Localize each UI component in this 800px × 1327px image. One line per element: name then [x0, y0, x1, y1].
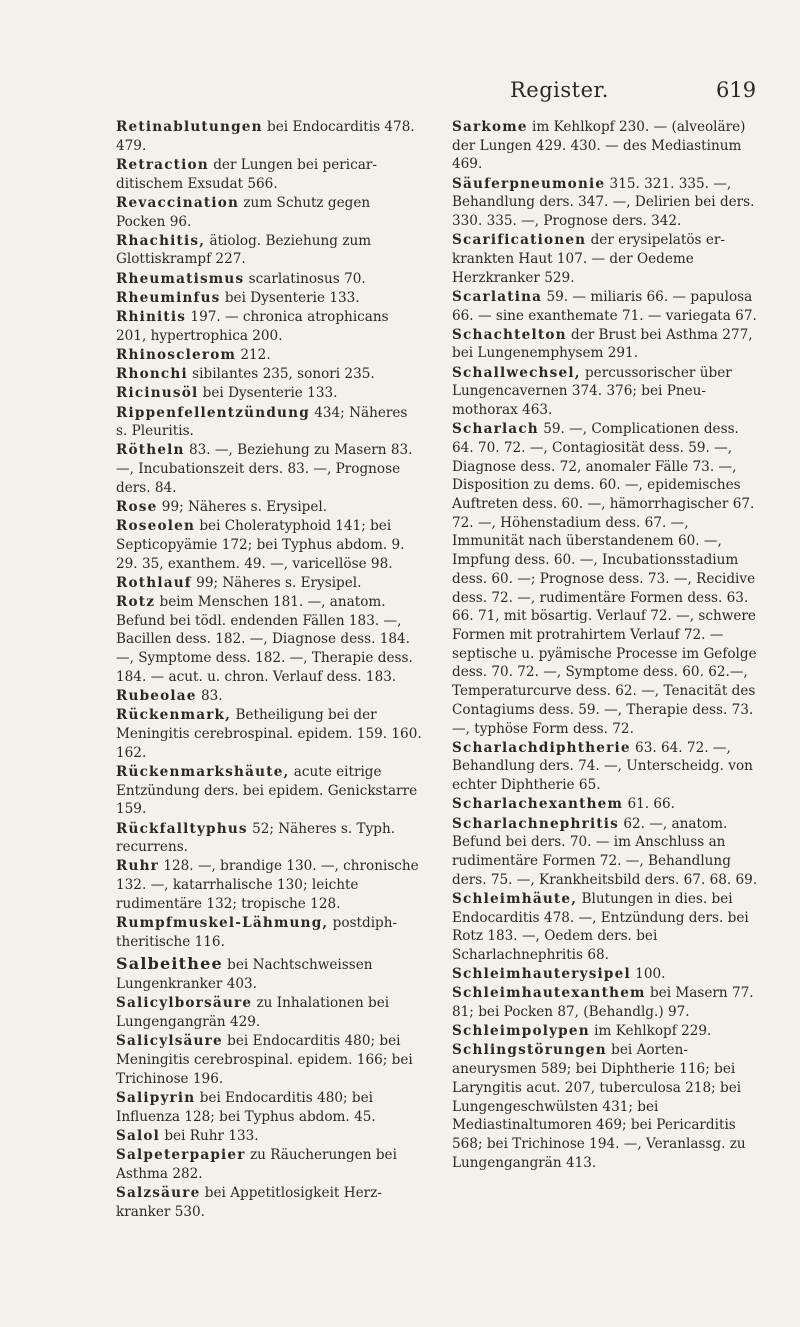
index-references: 100.	[630, 966, 666, 983]
index-entry	[452, 288, 758, 325]
index-term: Scharlachdiphtherie	[452, 739, 631, 756]
index-references: 99; Näheres s. Erysipel.	[157, 499, 328, 516]
index-references: der erysipelatös erkrankten Haut 107. — der Oedeme Herzkranker 529.	[452, 232, 725, 286]
index-term: Schallwechsel,	[452, 364, 581, 381]
index-references: ätiolog. Beziehung zum Glottiskrampf 227.	[116, 232, 372, 268]
index-entry	[452, 175, 758, 231]
index-entry	[116, 289, 422, 308]
index-entry	[116, 118, 422, 155]
index-entry	[116, 1127, 422, 1146]
index-term: Salpeterpapier	[116, 1146, 246, 1163]
index-entry	[116, 156, 422, 193]
index-term: Schleimpolypen	[452, 1023, 590, 1040]
index-term: Salbeithee	[116, 954, 223, 974]
index-entry	[116, 517, 422, 573]
index-references: 99; Näheres s. Erysipel.	[191, 574, 362, 591]
index-entry	[116, 687, 422, 706]
index-term: Salol	[116, 1127, 161, 1144]
index-term: Revaccination	[116, 194, 240, 211]
index-entry	[116, 955, 422, 993]
index-term: Rhonchi	[116, 366, 188, 383]
index-references: bei Appetitlosigkeit Herzkranker 530.	[116, 1184, 382, 1220]
index-entry	[116, 441, 422, 497]
index-term: Retraction	[116, 156, 209, 173]
index-term: Salicylborsäure	[116, 995, 253, 1012]
index-term: Schlingstörungen	[452, 1042, 607, 1059]
index-term: Salipyrin	[116, 1089, 196, 1106]
index-references: im Kehlkopf 230. — (alveoläre) der Lungen 429. 430. — des Mediastinum 469.	[452, 119, 746, 173]
index-references: bei Nachtschweissen Lungenkranker 403.	[116, 957, 373, 993]
index-references: 128. —, brandige 130. —, chronische 132. —, katarrhalische 130; leichte rudimentäre 132; tropische 128.	[116, 858, 419, 912]
index-entry	[116, 1146, 422, 1183]
index-term: Scharlachnephritis	[452, 815, 620, 832]
index-entry	[116, 574, 422, 593]
index-references: bei Endocarditis 480; bei Meningitis cerebrospinal. epidem. 166; bei Trichinose 196.	[116, 1033, 413, 1087]
index-references: der Brust bei Asthma 277, bei Lungenemphysem 291.	[452, 326, 753, 362]
index-term: Rückfalltyphus	[116, 820, 248, 837]
index-entry	[452, 1022, 758, 1041]
index-entry	[452, 795, 758, 814]
index-term: Schachtelton	[452, 326, 567, 343]
running-head	[0, 78, 800, 108]
index-references: bei Endocarditis 478. 479.	[116, 119, 415, 154]
index-term: Säuferpneumonie	[452, 175, 606, 192]
index-entry	[116, 1184, 422, 1221]
index-entry	[116, 308, 422, 345]
index-term: Rückenmarkshäute,	[116, 763, 290, 780]
index-references: bei Dysenterie 133.	[220, 289, 360, 306]
index-references: 59. — miliaris 66. — papulosa 66. — sine exanthemate 71. — variegata 67.	[452, 288, 757, 324]
index-term: Rhachitis,	[116, 232, 206, 249]
index-entry	[116, 914, 422, 951]
index-entry	[116, 346, 422, 365]
index-entry	[452, 118, 758, 174]
index-references: 59. —, Complicationen dess. 64. 70. 72. —, Contagiosität dess. 59. —, Diagnose dess. 72, anomaler Fälle 73. —, Disposition zu dems. 60. —, epidemisches Auftreten dess. 60. —, hämorrhagischer 67. 72. —, Höhenstadium dess. 67. —, Immunität nach überstandenem 60. —, Impfung dess. 60. —, Incubationsstadium dess. 60. —; Prognose dess. 73. —, Recidive dess. 72. —, rudimentäre Formen dess. 63. 66. 71, mit bösartig. Verlauf 72. —, schwere Formen mit protrahirtem Verlauf 72. — septische u. pyämische Processe im Gefolge dess. 70. 72. —, Symptome dess. 60. 62.—, Temperaturcurve dess. 62. —, Tenacität des Contagiums dess. 59. —, Therapie dess. 73. —, typhöse Form dess. 72.	[452, 421, 757, 737]
index-term: Rhinitis	[116, 309, 187, 326]
index-entry	[116, 384, 422, 403]
index-entry	[116, 194, 422, 231]
index-term: Rückenmark,	[116, 707, 232, 724]
index-references: 197. — chronica atrophicans 201, hypertrophica 200.	[116, 309, 389, 344]
index-term: Rheumatismus	[116, 270, 245, 287]
index-term: Rose	[116, 499, 158, 516]
index-references: percussorischer über Lungencavernen 374. 376; bei Pneumothorax 463.	[452, 364, 732, 419]
index-entry	[116, 857, 422, 913]
right-column	[452, 118, 758, 1222]
index-entry	[116, 270, 422, 289]
index-term: Retinablutungen	[116, 119, 263, 135]
index-references: 83. —, Beziehung zu Masern 83. —, Incubationszeit ders. 83. —, Prognose ders. 84.	[116, 442, 413, 496]
index-entry	[116, 232, 422, 269]
index-references: 315. 321. 335. —, Behandlung ders. 347. —, Delirien bei ders. 330. 335. —, Prognose ders. 342.	[452, 175, 755, 230]
index-term: Rheuminfus	[116, 289, 221, 306]
index-references: 63. 64. 72. —, Behandlung ders. 74. —, Unterscheidg. von echter Diphtherie 65.	[452, 739, 753, 794]
index-references: bei Choleratyphoid 141; bei Septicopyämie 172; bei Typhus abdom. 9. 29. 35, exanthem. 49. —, varicellöse 98.	[116, 518, 405, 572]
index-references: beim Menschen 181. —, anatom. Befund bei tödl. endenden Fällen 183. —, Bacillen dess. 182. —, Diagnose dess. 184. —, Symptome dess. 182. —, Therapie dess. 184. — acut. u. chron. Verlauf dess. 183.	[116, 594, 413, 685]
index-term: Scharlach	[452, 421, 539, 438]
index-references: 434; Näheres s. Pleuritis.	[116, 404, 408, 440]
index-term: Rubeolae	[116, 688, 197, 705]
index-entry	[116, 994, 422, 1031]
index-references: bei Masern 77. 81; bei Pocken 87, (Behandlg.) 97.	[452, 985, 754, 1021]
index-entry	[116, 820, 422, 857]
index-references: zu Inhalationen bei Lungengangrän 429.	[116, 995, 390, 1031]
index-references: Blutungen in dies. bei Endocarditis 478. —, Entzündung ders. bei Rotz 183. —, Oedem ders. bei Scharlachnephritis 68.	[452, 890, 749, 963]
index-entry	[452, 231, 758, 287]
index-entry	[116, 763, 422, 819]
index-references: 62. —, anatom. Befund bei ders. 70. — im Anschluss an rudimentäre Formen 72. —, Behandlung ders. 75. —, Krankheitsbild ders. 67. 68. 69.	[452, 815, 758, 888]
index-term: Ricinusöl	[116, 385, 199, 402]
index-term: Rippenfellentzündung	[116, 404, 310, 421]
index-references: 212.	[236, 346, 271, 363]
index-term: Rötheln	[116, 442, 185, 459]
index-entry	[116, 1032, 422, 1088]
index-term: Salicylsäure	[116, 1033, 223, 1050]
index-term: Schleimhäute,	[452, 890, 578, 907]
index-references: im Kehlkopf 229.	[589, 1023, 712, 1040]
index-entry	[452, 326, 758, 363]
index-references: acute eitrige Entzündung ders. bei epidem. Genickstarre 159.	[116, 763, 418, 818]
index-entry	[116, 498, 422, 517]
index-entry	[452, 890, 758, 965]
page-number: 619	[716, 78, 757, 102]
index-references: 61. 66.	[623, 796, 676, 813]
index-references: 52; Näheres s. Typh. recurrens.	[116, 820, 396, 856]
index-term: Rotz	[116, 594, 156, 611]
index-term: Rhinosclerom	[116, 346, 237, 363]
index-entry	[116, 593, 422, 687]
index-term: Sarkome	[452, 119, 528, 135]
index-references: scarlatinosus 70.	[244, 270, 366, 287]
left-column	[116, 118, 422, 1222]
index-entry	[116, 365, 422, 384]
index-entry	[452, 364, 758, 420]
index-entry	[116, 706, 422, 762]
running-title: Register.	[510, 78, 609, 102]
index-references: der Lungen bei pericarditischem Exsudat 566.	[116, 156, 377, 192]
index-references: zu Räucherungen bei Asthma 282.	[116, 1146, 397, 1182]
index-term: Schleimhauterysipel	[452, 966, 631, 983]
index-term: Rumpfmuskel-Lähmung,	[116, 915, 329, 932]
index-references: bei Ruhr 133.	[160, 1127, 259, 1144]
index-entry	[452, 965, 758, 984]
index-references: sibilantes 235, sonori 235.	[187, 366, 375, 383]
index-term: Scarificationen	[452, 232, 587, 249]
index-references: bei Aortenaneurysmen 589; bei Diphtherie 116; bei Laryngitis acut. 207, tuberculosa 218; bei Lungengeschwülsten 431; bei Mediastinaltumoren 469; bei Pericarditis 568; bei Trichinose 194. —, Veranlassg. zu Lungengangrän 413.	[452, 1042, 746, 1171]
index-columns	[116, 118, 758, 1222]
index-term: Ruhr	[116, 858, 160, 875]
index-entry	[116, 1089, 422, 1126]
index-term: Scharlachexanthem	[452, 796, 624, 813]
index-term: Schleimhautexanthem	[452, 985, 646, 1002]
index-references: zum Schutz gegen Pocken 96.	[116, 194, 371, 230]
index-entry	[116, 404, 422, 441]
index-term: Scarlatina	[452, 288, 543, 305]
index-references: bei Endocarditis 480; bei Influenza 128; bei Typhus abdom. 45.	[116, 1089, 376, 1125]
index-references: 83.	[196, 688, 223, 705]
index-entry	[452, 739, 758, 795]
index-entry	[452, 1041, 758, 1172]
index-references: bei Dysenterie 133.	[198, 385, 338, 402]
index-entry	[452, 815, 758, 890]
index-entry	[452, 420, 758, 738]
index-term: Rothlauf	[116, 574, 192, 591]
index-entry	[452, 984, 758, 1021]
index-references: postdiphtheritische 116.	[116, 915, 398, 950]
index-term: Roseolen	[116, 518, 196, 535]
index-term: Salzsäure	[116, 1184, 201, 1201]
index-references: Betheiligung bei der Meningitis cerebrospinal. epidem. 159. 160. 162.	[116, 707, 422, 761]
